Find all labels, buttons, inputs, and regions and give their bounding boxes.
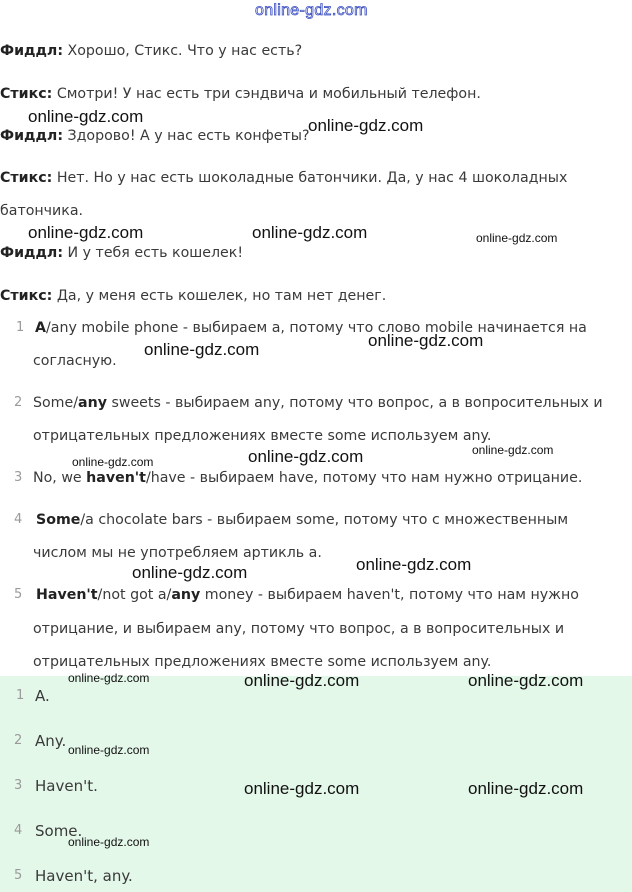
watermark: online-gdz.com (132, 563, 248, 582)
item-number: 5 (14, 587, 23, 602)
item-number: 2 (14, 395, 23, 410)
watermark: online-gdz.com (68, 671, 150, 685)
dialogue-line-continued (0, 201, 83, 221)
watermark: online-gdz.com (248, 447, 364, 466)
dialogue-text: Здорово! А у нас есть конфеты? (67, 128, 310, 144)
explanation-text: /any mobile phone - выбираем a, потому что слово mobile начинается на (45, 320, 587, 336)
answer-number: 1 (16, 688, 25, 703)
dialogue-line: Фиддл: Здорово! А у нас есть конфеты? (0, 128, 310, 144)
watermark: online-gdz.com (356, 555, 472, 574)
speaker-name: Фиддл (0, 128, 58, 144)
explanation-text: отрицательных предложениях вместе some используем any. (33, 428, 492, 444)
item-number: 1 (16, 320, 25, 335)
watermark: online-gdz.com (468, 671, 584, 690)
watermark: online-gdz.com (476, 231, 558, 245)
dialogue-text: Нет. Но у нас есть шоколадные батончики. Да, у нас 4 шоколадных (56, 170, 568, 186)
explanation-line (36, 585, 579, 605)
dialogue-line: Стикс: Да, у меня есть кошелек, но там нет денег. (0, 288, 387, 304)
explanation-text: /have - выбираем have, потому что нам нужно отрицание. (145, 470, 583, 486)
dialogue-text: И у тебя есть кошелек! (67, 245, 244, 261)
dialogue-line: Фиддл: И у тебя есть кошелек! (0, 245, 244, 261)
answer-word: Haven't (36, 587, 98, 603)
answer-word: haven't (86, 470, 146, 486)
explanation-text: числом мы не употребляем артикль a. (33, 545, 322, 561)
watermark: online-gdz.com (468, 779, 584, 798)
explanation-text: /not got a/ (97, 587, 172, 603)
dialogue-text: Хорошо, Стикс. Что у нас есть? (67, 43, 303, 59)
explanation-text: sweets - выбираем any, потому что вопрос, а в вопросительных и (106, 395, 603, 411)
watermark: online-gdz.com (68, 743, 150, 757)
dialogue-text: Смотри! У нас есть три сэндвича и мобильный телефон. (56, 86, 481, 102)
explanation-line (33, 393, 603, 413)
watermark: online-gdz.com (368, 331, 484, 350)
answer-word: Some (36, 512, 81, 528)
dialogue-text: батончика. (0, 203, 84, 219)
speaker-name: Фиддл (0, 245, 58, 261)
speaker-name: Стикс (0, 170, 47, 186)
answer-number: 5 (14, 868, 23, 883)
answer-word: any (171, 587, 201, 603)
dialogue-line: Стикс: Нет. Но у нас есть шоколадные батончики. Да, у нас 4 шоколадных (0, 170, 568, 186)
watermark-top: online-gdz.com (255, 2, 368, 19)
dialogue-text: Да, у меня есть кошелек, но там нет денег. (56, 288, 387, 304)
answer-text: Any. (35, 732, 67, 750)
answer-text: Haven't. (35, 777, 98, 795)
explanation-text: money - выбираем haven't, потому что нам нужно (200, 587, 579, 603)
explanation-line (33, 619, 564, 639)
explanation-line (33, 468, 582, 488)
speaker-name: Фиддл (0, 43, 58, 59)
explanation-text: No, we (33, 470, 87, 486)
explanation-line (36, 510, 568, 530)
answer-text: A. (35, 687, 50, 705)
answer-word: any (78, 395, 107, 411)
watermark: online-gdz.com (68, 835, 150, 849)
answer-number: 4 (14, 823, 23, 838)
answer-number: 3 (14, 778, 23, 793)
watermark: online-gdz.com (472, 443, 554, 457)
speaker-name: Стикс (0, 86, 47, 102)
watermark: online-gdz.com (252, 223, 368, 242)
watermark: online-gdz.com (244, 671, 360, 690)
item-number: 3 (14, 470, 23, 485)
watermark: online-gdz.com (28, 107, 144, 126)
explanation-line (33, 652, 491, 672)
watermark: online-gdz.com (72, 455, 154, 469)
explanation-text: согласную. (33, 353, 117, 369)
watermark: online-gdz.com (28, 223, 144, 242)
explanation-line (35, 318, 587, 338)
dialogue-line: Стикс: Смотри! У нас есть три сэндвича и мобильный телефон. (0, 86, 481, 102)
item-number: 4 (14, 512, 23, 527)
answer-number: 2 (14, 733, 23, 748)
explanation-line (33, 543, 322, 563)
answer-text: Haven't, any. (35, 867, 133, 885)
watermark: online-gdz.com (144, 340, 260, 359)
explanation-text: /a chocolate bars - выбираем some, потому что с множественным (80, 512, 569, 528)
explanation-text: отрицательных предложениях вместе some используем any. (33, 654, 492, 670)
answer-text: Some. (35, 822, 83, 840)
explanation-line (33, 351, 117, 371)
answer-word: A (35, 320, 46, 336)
dialogue-line: Фиддл: Хорошо, Стикс. Что у нас есть? (0, 43, 303, 59)
watermark: online-gdz.com (244, 779, 360, 798)
watermark: online-gdz.com (308, 116, 424, 135)
explanation-text: отрицание, и выбираем any, потому что вопрос, а в вопросительных и (33, 621, 565, 637)
explanation-text: Some/ (33, 395, 79, 411)
explanation-line (33, 426, 491, 446)
speaker-name: Стикс (0, 288, 47, 304)
